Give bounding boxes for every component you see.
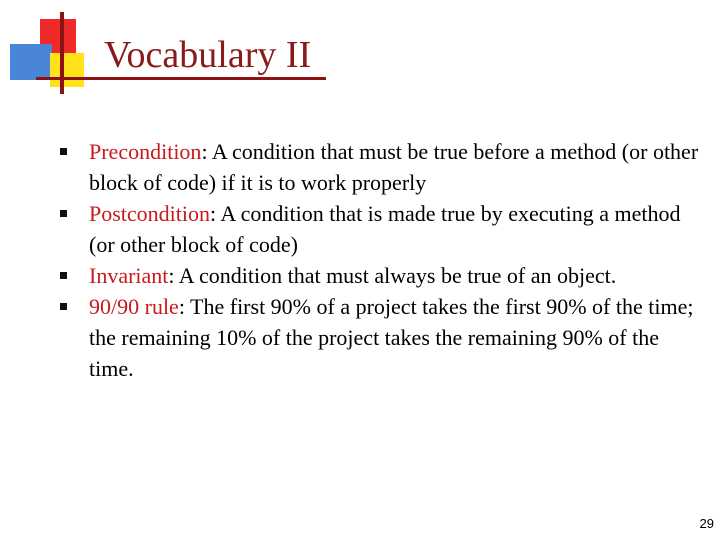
slide-logo-graphic [0,0,110,110]
slide-title: Vocabulary II [104,34,312,76]
bullet-item-90-90-rule [60,291,700,384]
square-bullet-icon [60,303,67,310]
page-number: 29 [699,516,714,531]
square-bullet-icon [60,272,67,279]
bullet-item-invariant [60,260,700,291]
definition-precondition: : A condition that must be true before a method (or other block of code) if it is to work properly [89,139,699,195]
logo-yellow-square [50,53,84,87]
bullet-item-postcondition [60,198,700,260]
definition-90-90-rule: : The first 90% of a project takes the first 90% of the time; the remaining 10% of the project takes the remaining 90% of the time. [89,294,694,381]
definition-invariant: : A condition that must always be true of an object. [168,263,617,288]
bullet-item-precondition [60,136,700,198]
logo-blue-square [10,44,52,80]
bullet-list [60,136,700,384]
definition-postcondition: : A condition that is made true by executing a method (or other block of code) [89,201,681,257]
logo-vertical-line [60,12,64,94]
title-underline [36,77,326,80]
term-postcondition: Postcondition [89,201,211,226]
term-90-90-rule: 90/90 rule [89,294,179,319]
square-bullet-icon [60,210,67,217]
term-precondition: Precondition [89,139,202,164]
square-bullet-icon [60,148,67,155]
term-invariant: Invariant [89,263,169,288]
